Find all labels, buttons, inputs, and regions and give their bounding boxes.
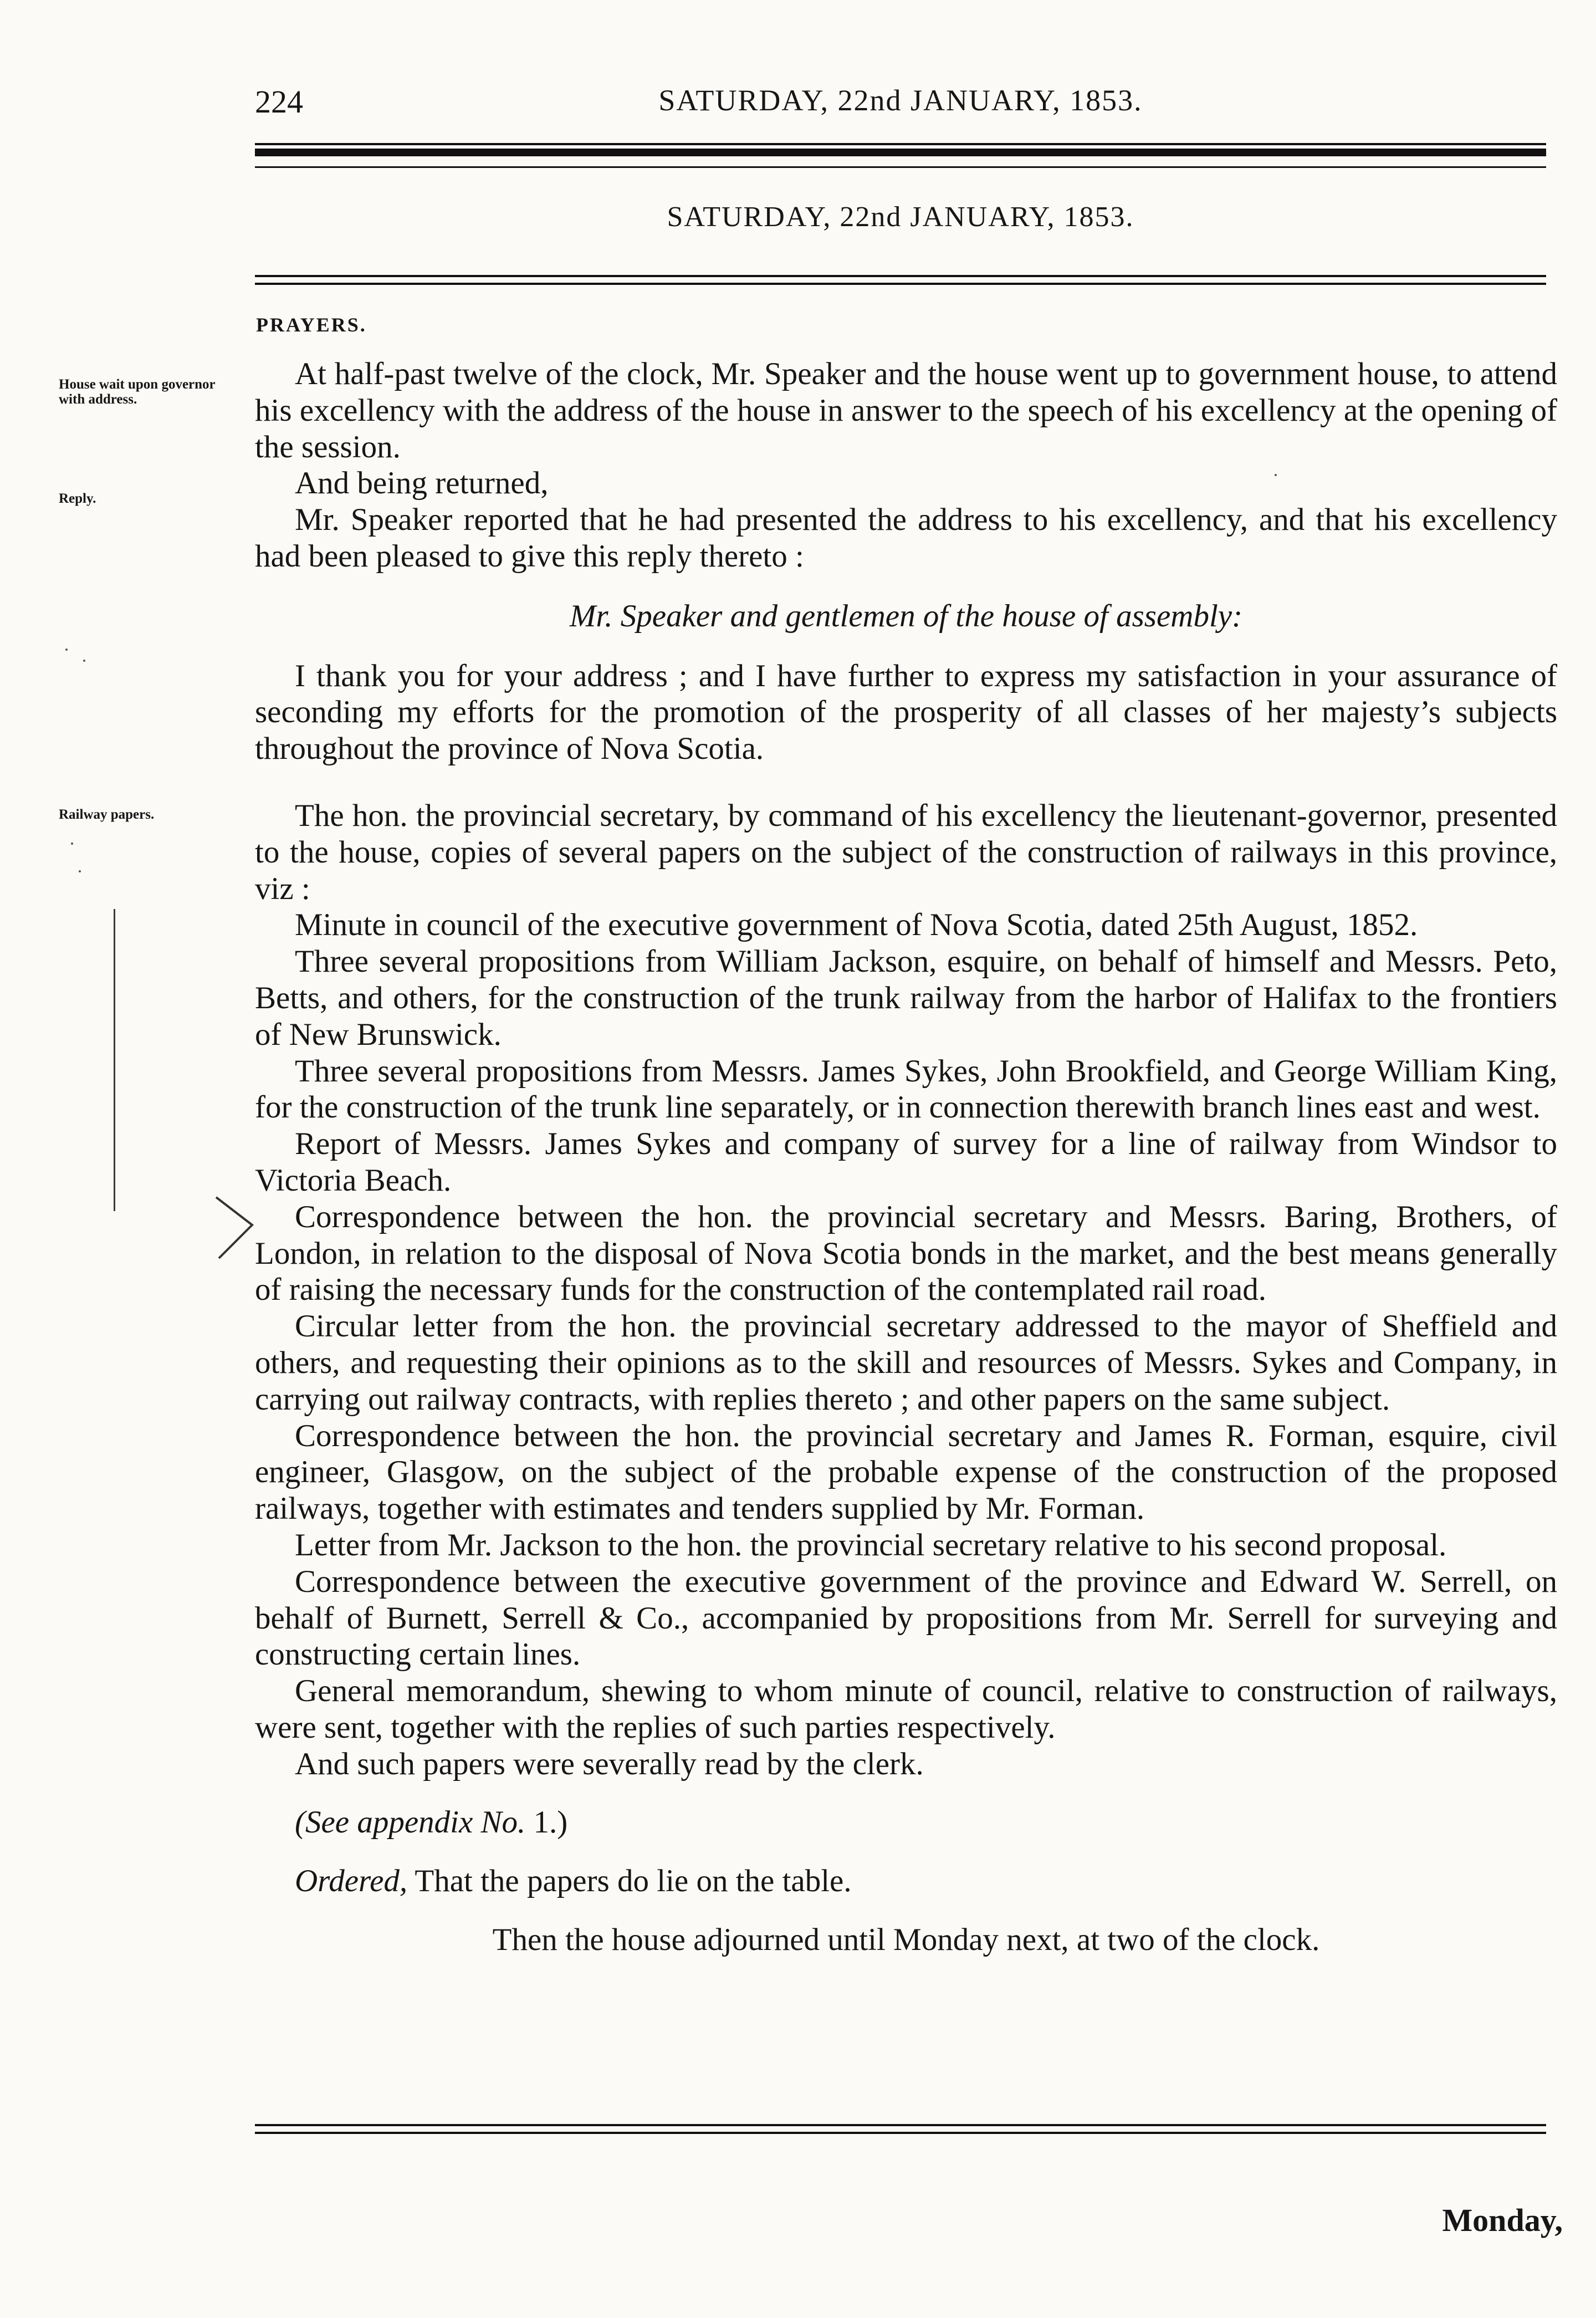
prayers-heading: PRAYERS.	[256, 314, 367, 336]
footer-rule-top	[255, 2124, 1546, 2126]
reply-text: I thank you for your address ; and I have further to express my satisfaction in your assurance of seconding my efforts for the promotion of the prosperity of all classes of her majesty’s subjects throughout the province of Nova Scotia.	[255, 658, 1557, 767]
paragraph: And being returned,	[295, 466, 549, 501]
paragraph: Circular letter from the hon. the provincial secretary addressed to the mayor of Sheffield and others, and requesting their opinions as to the skill and resources of Messrs. Sykes and Company, in carrying out railway contracts, with replies thereto ; and other papers on the same subject.	[255, 1309, 1557, 1417]
pencil-margin-line	[114, 909, 115, 1211]
header-rule-thin	[255, 143, 1546, 145]
pencil-dot	[71, 843, 73, 845]
paragraph: And such papers were severally read by the clerk.	[295, 1746, 924, 1781]
paragraph: General memorandum, shewing to whom minute of council, relative to construction of railways, were sent, together with the replies of such parties respectively.	[255, 1673, 1557, 1745]
ordered-text: That the papers do lie on the table.	[407, 1863, 852, 1899]
paragraph: Minute in council of the executive government of Nova Scotia, dated 25th August, 1852.	[295, 907, 1418, 943]
page-number: 224	[255, 84, 303, 120]
pencil-dot	[79, 870, 81, 872]
adjournment: Then the house adjourned until Monday next, at two of the clock.	[492, 1922, 1320, 1958]
paragraph: Correspondence between the hon. the provincial secretary and James R. Forman, esquire, civil engineer, Glasgow, on the subject of the probable expense of the construction of the proposed railways, together with estimates and tenders supplied by Mr. Forman.	[255, 1418, 1557, 1526]
catchword: Monday,	[1442, 2202, 1563, 2238]
running-head	[255, 83, 1546, 133]
section-rule-bottom	[255, 283, 1546, 285]
ordered-word: Ordered,	[295, 1863, 408, 1899]
order-paragraph	[255, 1863, 1557, 1900]
appendix-label: (See appendix No.	[295, 1805, 534, 1840]
margin-note-address: House wait upon governor with address.	[59, 377, 216, 407]
paragraph: Three several propositions from Messrs. James Sykes, John Brookfield, and George William King, for the construction of the trunk line separately, or in connection therewith branch lines east and west.	[255, 1053, 1557, 1125]
paragraph: The hon. the provincial secretary, by command of his excellency the lieutenant-governor, presented to the house, copies of several papers on the subject of the construction of railways in this province, viz :	[255, 798, 1557, 906]
margin-note-railway: Railway papers.	[59, 807, 155, 822]
header-rule-thick	[255, 149, 1546, 156]
margin-note-reply: Reply.	[59, 491, 96, 506]
paragraph: Letter from Mr. Jackson to the hon. the provincial secretary relative to his second proposal.	[295, 1527, 1447, 1563]
paragraph: Correspondence between the hon. the provincial secretary and Messrs. Baring, Brothers, of London, in relation to the disposal of Nova Scotia bonds in the market, and the best means generally of raising the necessary funds for the construction of the contemplated rail road.	[255, 1199, 1557, 1308]
appendix-number: 1.)	[533, 1805, 568, 1840]
pencil-dot	[83, 660, 85, 662]
section-rule-top	[255, 275, 1546, 277]
pencil-arrow-mark	[211, 1192, 260, 1264]
pencil-dot	[65, 649, 68, 651]
paragraph: Three several propositions from William Jackson, esquire, on behalf of himself and Messrs. Peto, Betts, and others, for the construction of the trunk railway from the harbor of Halifax to the frontiers of New Brunswick.	[255, 944, 1557, 1052]
header-rule-lower	[255, 166, 1546, 168]
section-heading: SATURDAY, 22nd JANUARY, 1853.	[667, 201, 1134, 233]
appendix-reference	[255, 1804, 1557, 1841]
reply-salutation: Mr. Speaker and gentlemen of the house of assembly:	[569, 598, 1243, 634]
proceedings-body	[255, 356, 1557, 1958]
paragraph: Mr. Speaker reported that he had presented the address to his excellency, and that his excellency had been pleased to give this reply thereto :	[255, 502, 1557, 574]
paragraph: At half-past twelve of the clock, Mr. Speaker and the house went up to government house, to attend his excellency with the address of the house in answer to the speech of his excellency at the opening of the session.	[255, 356, 1557, 464]
running-title: SATURDAY, 22nd JANUARY, 1853.	[658, 84, 1143, 117]
paragraph: Report of Messrs. James Sykes and company of survey for a line of railway from Windsor to Victoria Beach.	[255, 1126, 1557, 1198]
footer-rule-bottom	[255, 2132, 1546, 2134]
paragraph: Correspondence between the executive government of the province and Edward W. Serrell, on behalf of Burnett, Serrell & Co., accompanied by propositions from Mr. Serrell for surveying and constructing certain lines.	[255, 1564, 1557, 1672]
